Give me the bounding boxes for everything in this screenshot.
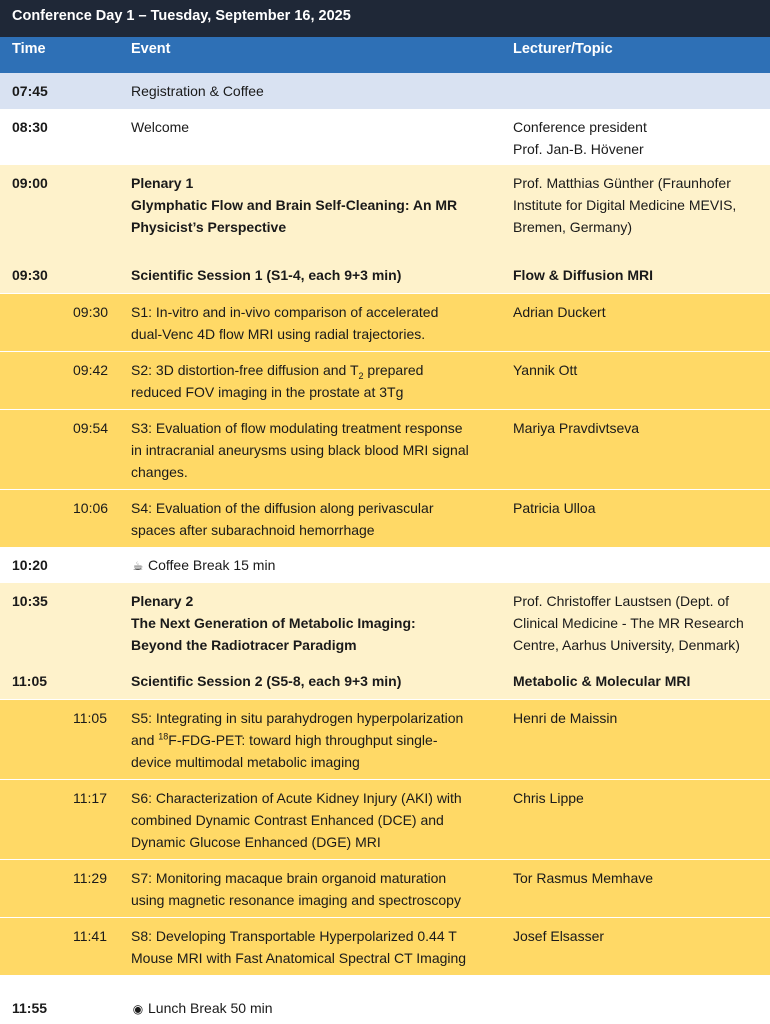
row-subtime: 11:17 (73, 790, 107, 806)
row-subtime: 11:29 (73, 870, 107, 886)
talk-title-line: combined Dynamic Contrast Enhanced (DCE) and (131, 812, 444, 828)
lecturer-line: Centre, Aarhus University, Denmark) (513, 637, 740, 653)
row-event (131, 352, 503, 403)
row-lecturer: Patricia Ulloa (513, 500, 596, 516)
column-header-time: Time (12, 41, 46, 57)
row-subtime: 09:42 (73, 362, 109, 378)
row-lecturer: Tor Rasmus Memhave (513, 870, 654, 886)
table-row-talk (0, 917, 770, 975)
talk-title-line: device multimodal metabolic imaging (131, 754, 360, 770)
row-lecturer: Mariya Pravdivtseva (513, 420, 640, 436)
row-time: 11:05 (12, 673, 48, 689)
talk-title-line (131, 359, 503, 381)
table-row-talk (0, 293, 770, 351)
table-header (0, 37, 770, 73)
row-event: Registration & Coffee (131, 83, 264, 99)
row-subtime: 10:06 (73, 500, 109, 516)
plenary-title-line: Physicist’s Perspective (131, 219, 287, 235)
lecturer-line: Conference president (513, 119, 647, 135)
row-topic: Metabolic & Molecular MRI (513, 673, 691, 689)
talk-title-line: S7: Monitoring macaque brain organoid maturation (131, 870, 447, 886)
table-row-talk (0, 351, 770, 409)
talk-title-line: S5: Integrating in situ parahydrogen hyperpolarization (131, 710, 464, 726)
table-row-talk (0, 489, 770, 547)
table-row-talk (0, 779, 770, 859)
talk-title-line: dual-Venc 4D flow MRI using radial trajectories. (131, 326, 426, 342)
table-row (0, 73, 770, 109)
text-part: prepared (363, 362, 424, 378)
row-time: 09:00 (12, 175, 48, 191)
lecturer-line: Prof. Christoffer Laustsen (Dept. of (513, 593, 730, 609)
talk-title-line: Mouse MRI with Fast Anatomical Spectral CT Imaging (131, 950, 467, 966)
break-label: Lunch Break 50 min (148, 1000, 273, 1016)
talk-title-line: using magnetic resonance imaging and spectroscopy (131, 892, 461, 908)
text-part: F-FDG-PET: toward high throughput single- (168, 732, 438, 748)
talk-title-line: S8: Developing Transportable Hyperpolarized 0.44 T (131, 928, 457, 944)
row-time: 10:20 (12, 557, 48, 573)
row-event (131, 410, 503, 483)
row-subtime: 09:30 (73, 304, 109, 320)
talk-title-line: S1: In-vitro and in-vivo comparison of accelerated (131, 304, 439, 320)
row-event (131, 992, 503, 1020)
row-lecturer: Adrian Duckert (513, 304, 606, 320)
talk-title-line: changes. (131, 464, 188, 480)
lecturer-line: Prof. Matthias Günther (Fraunhofer (513, 175, 731, 191)
page-title: Conference Day 1 – Tuesday, September 16, 2025 (0, 0, 770, 37)
column-header-event: Event (131, 41, 171, 57)
row-subtime: 11:05 (73, 710, 107, 726)
row-event (131, 165, 503, 238)
plenary-label: Plenary 2 (131, 593, 194, 609)
row-time: 11:55 (12, 1000, 48, 1016)
row-event (131, 583, 503, 656)
talk-title-line: in intracranial aneurysms using black blood MRI signal (131, 442, 469, 458)
table-row (0, 109, 770, 165)
table-row-plenary (0, 165, 770, 257)
plenary-label: Plenary 1 (131, 175, 194, 191)
row-lecturer (513, 109, 765, 160)
table-row-session (0, 257, 770, 293)
row-event: Scientific Session 1 (S1-4, each 9+3 min) (131, 267, 402, 283)
talk-title-line: S3: Evaluation of flow modulating treatment response (131, 420, 463, 436)
row-event (131, 780, 503, 853)
plate-icon (131, 998, 145, 1020)
row-event (131, 860, 503, 911)
row-lecturer: Chris Lippe (513, 790, 584, 806)
talk-title-line: Dynamic Glucose Enhanced (DGE) MRI (131, 834, 381, 850)
row-lecturer: Josef Elsasser (513, 928, 605, 944)
row-time: 07:45 (12, 83, 48, 99)
plenary-title-line: Glymphatic Flow and Brain Self-Cleaning: An MR (131, 197, 458, 213)
talk-title-line: reduced FOV imaging in the prostate at 3Tg (131, 384, 404, 400)
row-event (131, 547, 503, 577)
lecturer-line: Institute for Digital Medicine MEVIS, (513, 197, 737, 213)
lecturer-line: Clinical Medicine - The MR Research (513, 615, 744, 631)
table-row-break (0, 547, 770, 583)
row-time: 08:30 (12, 119, 48, 135)
row-topic: Flow & Diffusion MRI (513, 267, 653, 283)
row-subtime: 11:41 (73, 928, 107, 944)
row-event (131, 700, 503, 773)
row-lecturer: Yannik Ott (513, 362, 578, 378)
row-event: Welcome (131, 119, 190, 135)
column-header-lecturer: Lecturer/Topic (513, 41, 613, 57)
table-row-talk (0, 409, 770, 489)
table-row-break (0, 992, 770, 1024)
row-lecturer: Henri de Maissin (513, 710, 618, 726)
row-lecturer (513, 583, 765, 656)
table-row-talk (0, 699, 770, 779)
plenary-title-line: Beyond the Radiotracer Paradigm (131, 637, 357, 653)
row-event: Scientific Session 2 (S5-8, each 9+3 min) (131, 673, 402, 689)
table-row-session (0, 663, 770, 699)
row-time: 10:35 (12, 593, 48, 609)
lecturer-line: Bremen, Germany) (513, 219, 633, 235)
row-event (131, 294, 503, 345)
talk-title-line: S6: Characterization of Acute Kidney Injury (AKI) with (131, 790, 462, 806)
talk-title-line: S4: Evaluation of the diffusion along perivascular (131, 500, 434, 516)
row-event (131, 918, 503, 969)
text-part: S2: 3D distortion-free diffusion and T (131, 362, 359, 378)
lecturer-line: Prof. Jan-B. Hövener (513, 141, 644, 157)
row-subtime: 09:54 (73, 420, 109, 436)
text-part: and (131, 732, 159, 748)
subscript: 2 (358, 370, 364, 381)
table-row-talk (0, 859, 770, 917)
row-lecturer (513, 165, 765, 238)
row-time: 09:30 (12, 267, 48, 283)
coffee-cup-icon (131, 555, 145, 577)
talk-title-line: spaces after subarachnoid hemorrhage (131, 522, 375, 538)
superscript: 18 (158, 731, 169, 742)
break-label: Coffee Break 15 min (148, 557, 276, 573)
plenary-title-line: The Next Generation of Metabolic Imaging: (131, 615, 416, 631)
row-event (131, 490, 503, 541)
table-row-plenary (0, 583, 770, 663)
talk-title-line (131, 729, 503, 751)
